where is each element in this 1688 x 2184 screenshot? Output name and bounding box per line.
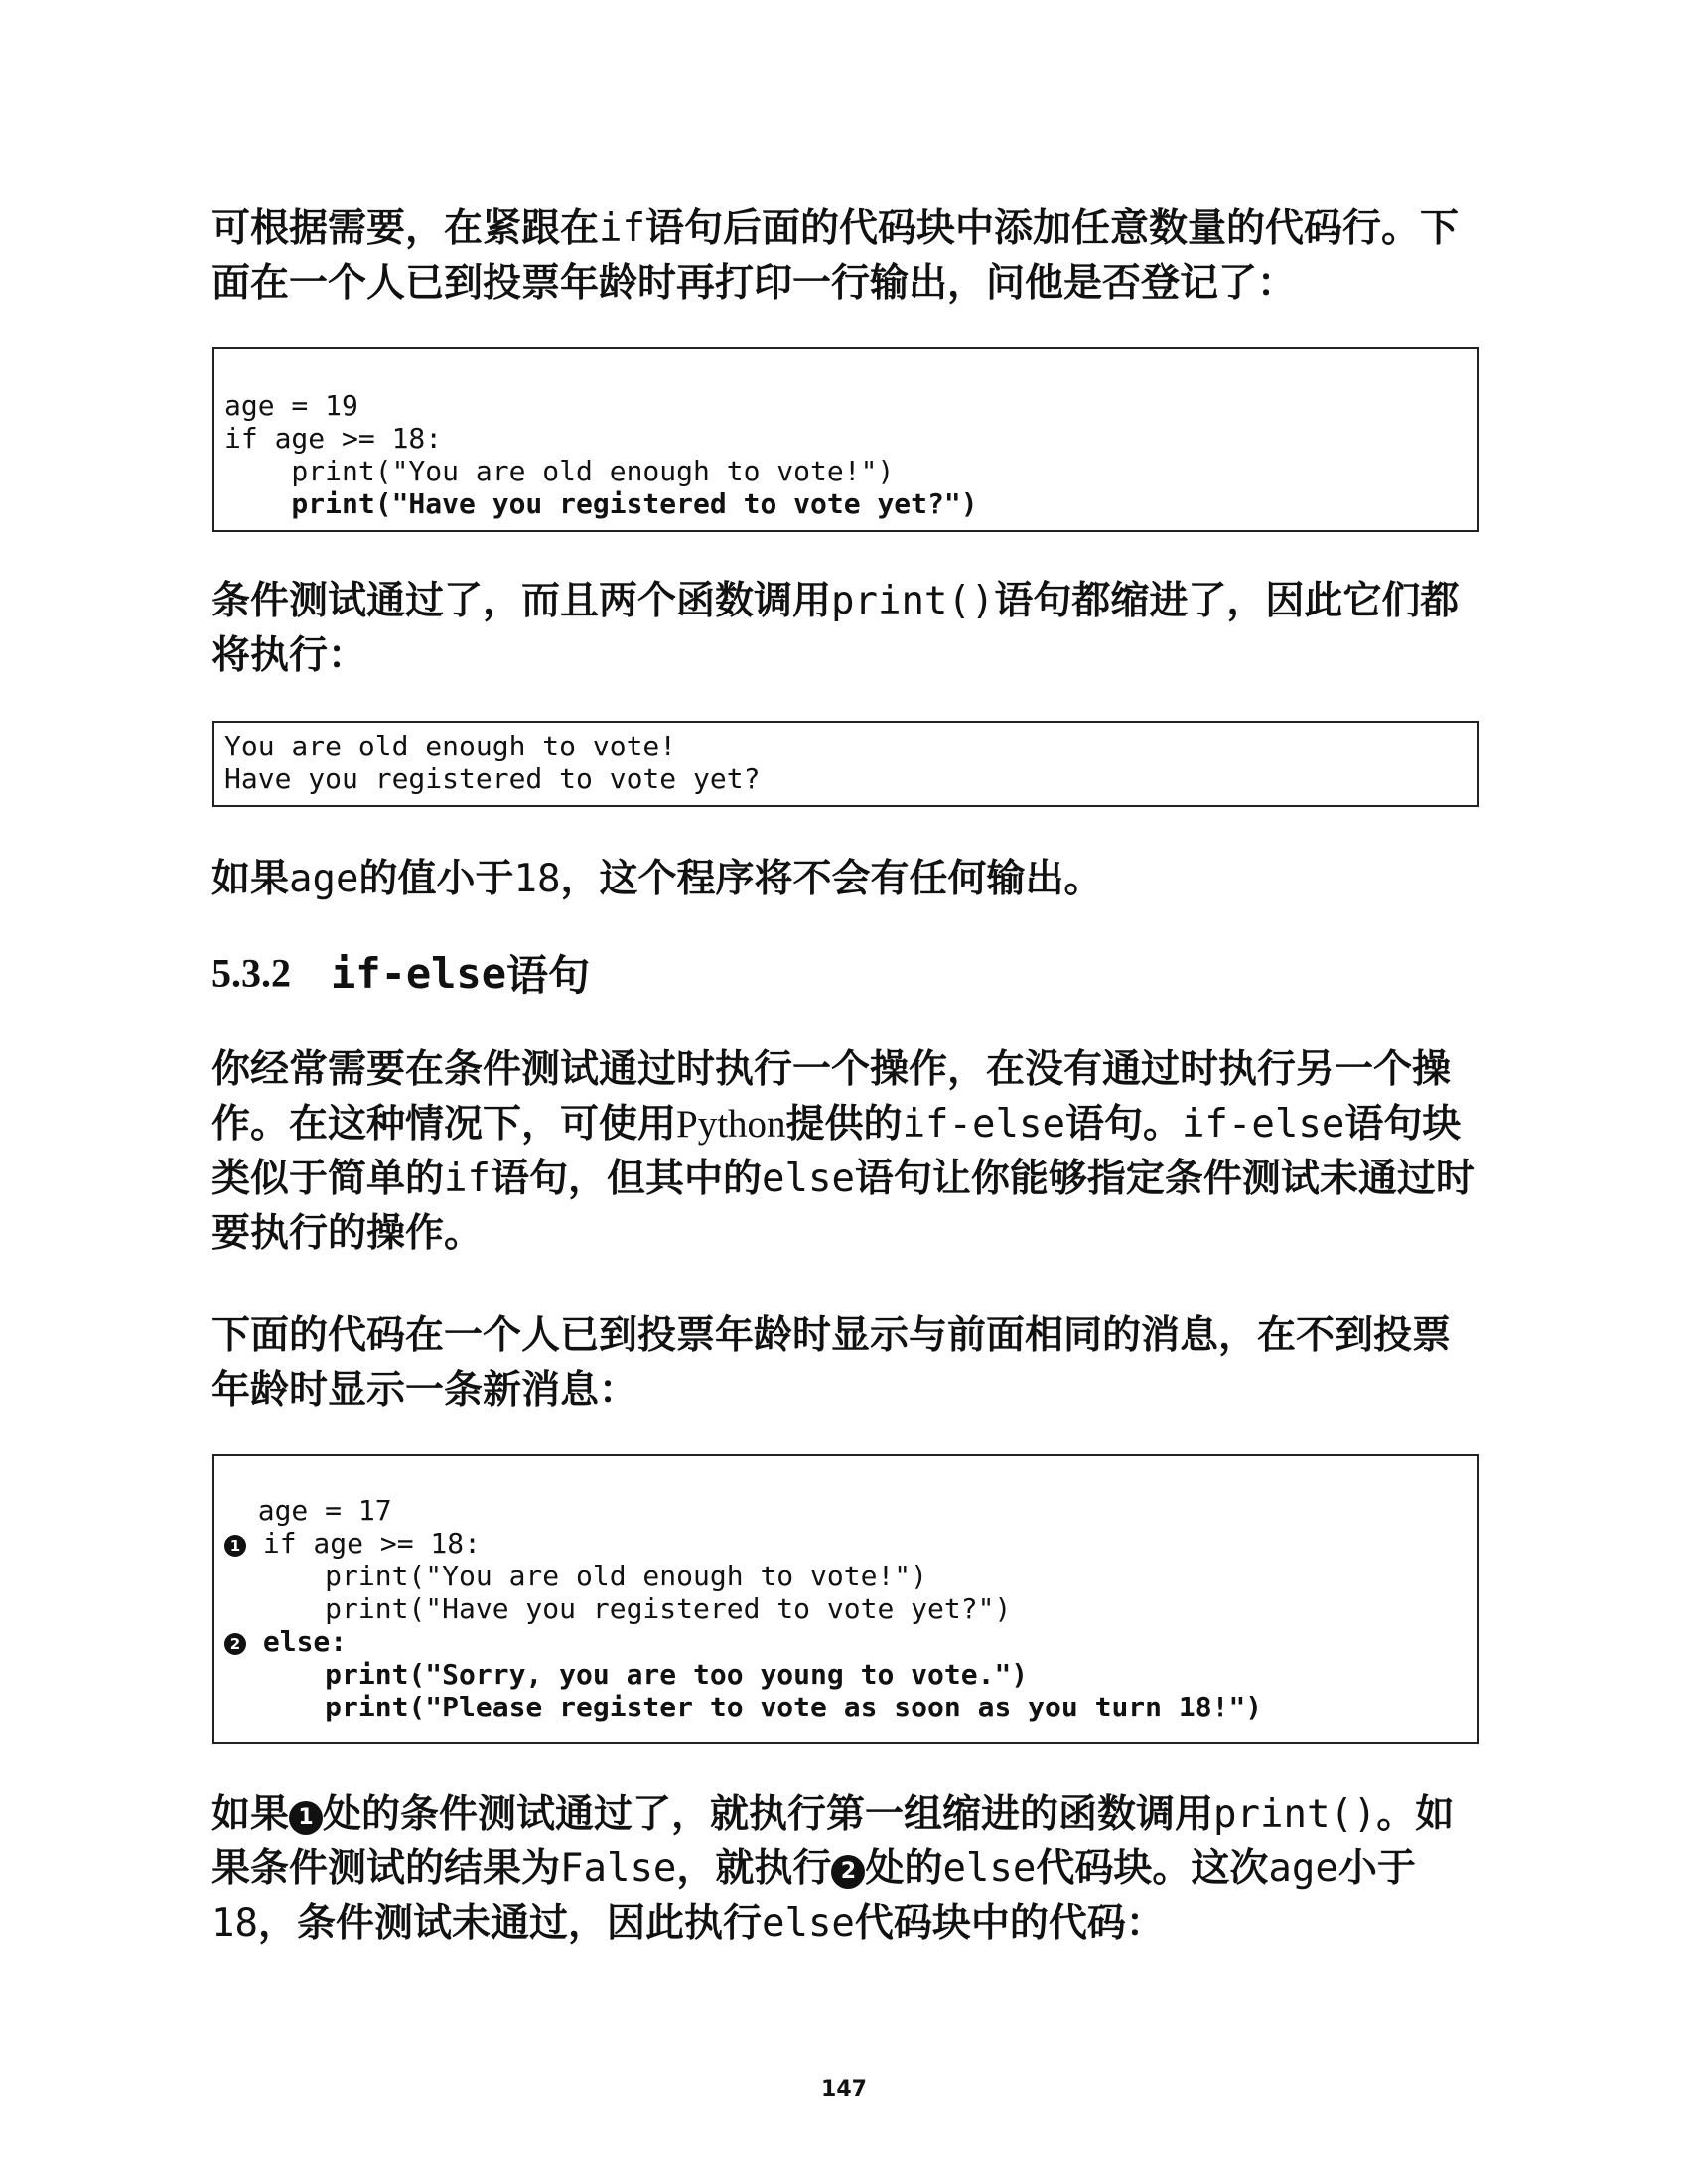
output-listing xyxy=(224,730,760,795)
code-line: print("You are old enough to vote!") xyxy=(224,1560,928,1592)
paragraph-explanation: 条件测试通过了，而且两个函数调用print()语句都缩进了，因此它们都将执行： xyxy=(211,579,1460,678)
code-line-highlighted: print("Sorry, you are too young to vote.") xyxy=(224,1658,1029,1691)
code-line-highlighted: 2 else: xyxy=(224,1625,1262,1658)
paragraph-code-description: 下面的代码在一个人已到投票年龄时显示与前面相同的消息，在不到投票年龄时显示一条新消息： xyxy=(211,1313,1452,1413)
code-line: if age >= 18: xyxy=(224,422,443,455)
code-line: age = 19 xyxy=(224,389,358,422)
code-line-highlighted: print("Have you registered to vote yet?") xyxy=(224,487,978,520)
code-line-highlighted: print("Please register to vote as soon as you turn 18!") xyxy=(224,1691,1263,1723)
section-number: 5.3.2 xyxy=(211,950,291,996)
output-line: Have you registered to vote yet? xyxy=(224,762,761,795)
section-keyword: if-else xyxy=(331,948,507,998)
callout-marker-2: 2 xyxy=(831,1855,865,1889)
output-line: You are old enough to vote! xyxy=(224,730,677,762)
callout-marker-1: 1 xyxy=(224,1535,246,1557)
code-line: print("You are old enough to vote!") xyxy=(224,455,895,487)
code-listing-1 xyxy=(224,389,978,520)
code-line: print("Have you registered to vote yet?") xyxy=(224,1592,1012,1625)
callout-marker-1: 1 xyxy=(289,1801,323,1835)
page-number: 147 xyxy=(821,2077,867,2102)
section-heading xyxy=(211,943,590,1003)
paragraph-conclusion: 如果 1 处的条件测试通过了，就执行第一组缩进的函数调用print()。如果条件测试的结果为False，就执行 2 处的else代码块。这次age小于18，条件测试未通过，因此执行else代码块中的代码： xyxy=(211,1792,1455,1946)
code-line: 1 if age >= 18: xyxy=(224,1527,1262,1560)
code-line: age = 17 xyxy=(224,1494,392,1527)
callout-marker-2: 2 xyxy=(224,1633,246,1655)
paragraph-if-else-intro: 你经常需要在条件测试通过时执行一个操作，在没有通过时执行另一个操作。在这种情况下，可使用Python提供的if-else语句。if-else语句块类似于简单的if语句，但其中的else语句让你能够指定条件测试未通过时要执行的操作。 xyxy=(211,1047,1475,1256)
section-title: 语句 xyxy=(506,951,591,1000)
paragraph-intro: 可根据需要，在紧跟在if语句后面的代码块中添加任意数量的代码行。下面在一个人已到投票年龄时再打印一行输出，问他是否登记了： xyxy=(211,206,1459,306)
output-block xyxy=(212,721,1479,807)
code-block-2 xyxy=(212,1454,1479,1744)
code-block-1 xyxy=(212,347,1479,532)
code-listing-2 xyxy=(224,1494,1262,1723)
paragraph-no-output: 如果age的值小于18，这个程序将不会有任何输出。 xyxy=(211,857,1103,901)
